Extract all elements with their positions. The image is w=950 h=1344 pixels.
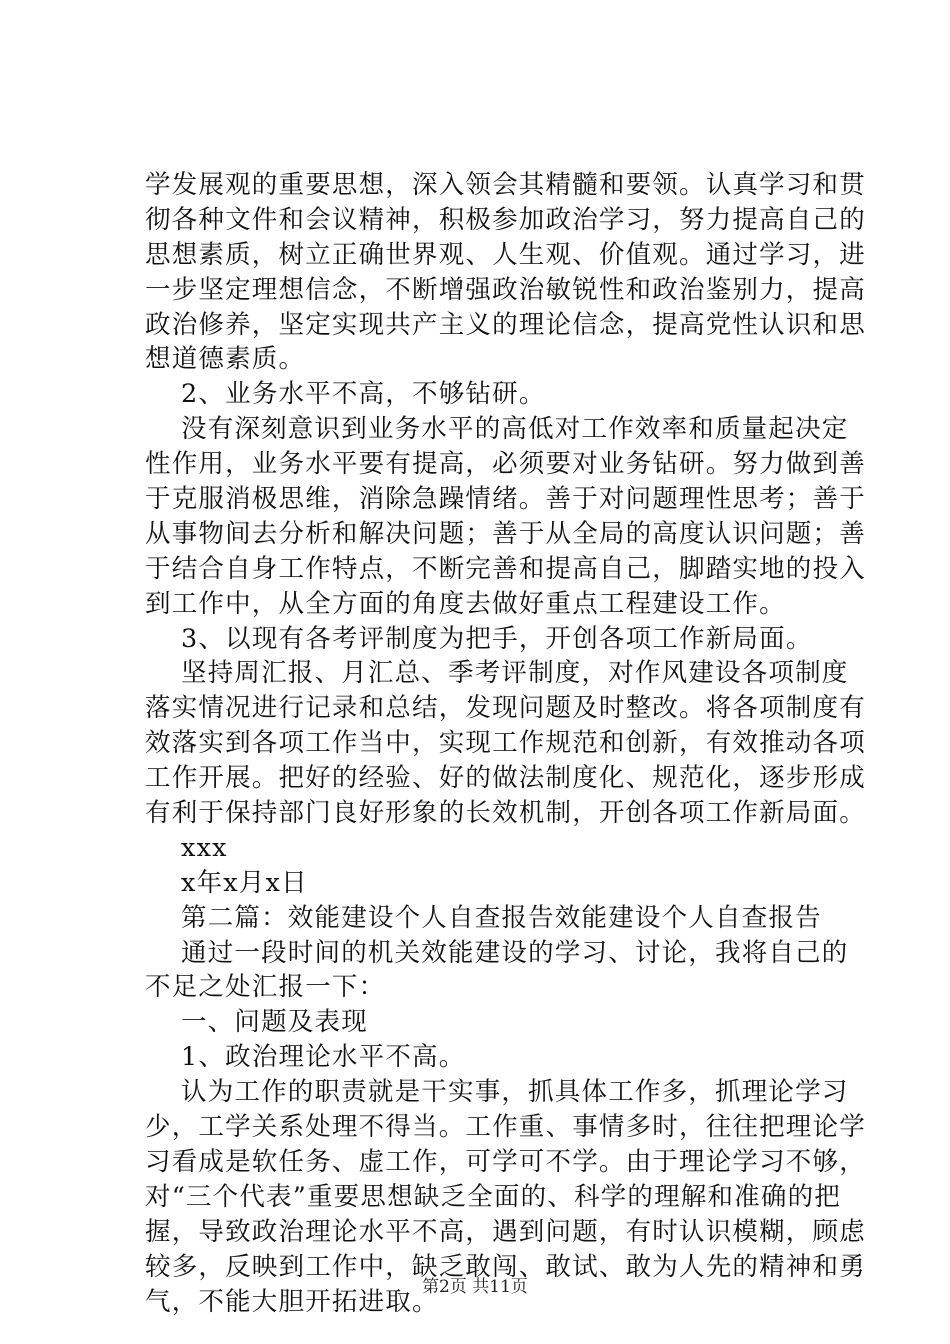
text-line: 较多，反映到工作中，缺乏敢闯、敢试、敢为人先的精神和勇 bbox=[145, 1251, 866, 1282]
text-line: 3、以现有各考评制度为把手，开创各项工作新局面。 bbox=[181, 623, 813, 654]
text-line: 学发展观的重要思想，深入领会其精髓和要领。认真学习和贯 bbox=[145, 170, 866, 200]
text-line: 到工作中，从全方面的角度去做好重点工程建设工作。 bbox=[145, 588, 786, 619]
text-line: 想道德素质。 bbox=[145, 344, 306, 375]
text-line: 性作用，业务水平要有提高，必须要对业务钻研。努力做到善 bbox=[145, 449, 866, 480]
text-line: 于结合自身工作特点，不断完善和提高自己，脚踏实地的投入 bbox=[145, 553, 866, 584]
text-line: 没有深刻意识到业务水平的高低对工作效率和质量起决定 bbox=[181, 414, 849, 445]
text-line: 政治修养，坚定实现共产主义的理论信念，提高党性认识和思 bbox=[145, 309, 866, 340]
text-line: 1、政治理论水平不高。 bbox=[181, 1042, 466, 1073]
text-line: 工作开展。把好的经验、好的做法制度化、规范化，逐步形成 bbox=[145, 763, 866, 794]
document-body bbox=[145, 168, 866, 1319]
text-line: 思想素质，树立正确世界观、人生观、价值观。通过学习，进 bbox=[145, 239, 866, 270]
text-line: 彻各种文件和会议精神，积极参加政治学习，努力提高自己的 bbox=[145, 204, 866, 235]
text-line: 坚持周汇报、月汇总、季考评制度，对作风建设各项制度 bbox=[181, 658, 849, 689]
text-line: 效落实到各项工作当中，实现工作规范和创新，有效推动各项 bbox=[145, 728, 866, 759]
text-line: 少，工学关系处理不得当。工作重、事情多时，往往把理论学 bbox=[145, 1112, 866, 1143]
text-line: 对“三个代表”重要思想缺乏全面的、科学的理解和准确的把 bbox=[145, 1181, 841, 1212]
text-line: 握，导致政治理论水平不高，遇到问题，有时认识模糊，顾虑 bbox=[145, 1216, 866, 1247]
text-line: 2、业务水平不高，不够钻研。 bbox=[181, 379, 546, 410]
text-line: 一、问题及表现 bbox=[181, 1007, 368, 1038]
text-line: 一步坚定理想信念，不断增强政治敏锐性和政治鉴别力，提高 bbox=[145, 274, 866, 305]
text-line: 通过一段时间的机关效能建设的学习、讨论，我将自己的 bbox=[181, 937, 849, 968]
text-line: x年x月x日 bbox=[181, 867, 308, 898]
text-line: 从事物间去分析和解决问题；善于从全局的高度认识问题；善 bbox=[145, 518, 866, 549]
text-line: 第二篇：效能建设个人自查报告效能建设个人自查报告 bbox=[181, 902, 822, 933]
text-line: 气，不能大胆开拓进取。 bbox=[145, 1286, 439, 1317]
text-line: 不足之处汇报一下： bbox=[145, 972, 386, 1003]
page-footer: 第2页 共11页 bbox=[422, 1277, 528, 1297]
text-line: 认为工作的职责就是干实事，抓具体工作多，抓理论学习 bbox=[181, 1077, 849, 1108]
text-line: 于克服消极思维，消除急躁情绪。善于对问题理性思考；善于 bbox=[145, 484, 866, 515]
text-line: xxx bbox=[181, 832, 228, 863]
text-line: 有利于保持部门良好形象的长效机制，开创各项工作新局面。 bbox=[145, 798, 866, 829]
text-line: 习看成是软任务、虚工作，可学可不学。由于理论学习不够， bbox=[145, 1146, 866, 1177]
text-line: 落实情况进行记录和总结，发现问题及时整改。将各项制度有 bbox=[145, 693, 866, 724]
